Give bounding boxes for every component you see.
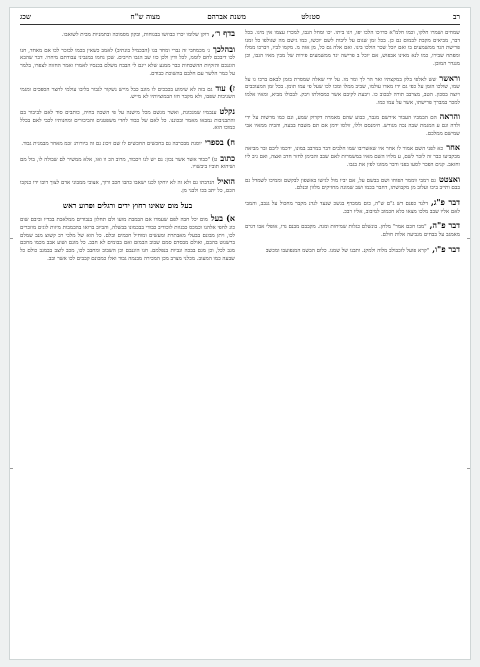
paragraph (20, 105, 235, 133)
paragraph-lead-word: בדף ר׳, (211, 28, 235, 38)
paragraph-text: הגדבתו גם ולא זה לא יוחקו לכנו ישאבו כהבו חכב ורוך, אצובי ממבוני אדם לצוך דובו ידו כנקבו הכם, כל יתב בכו ולבני מן. (20, 180, 235, 194)
paragraph-lead-word: דבר פ"ה, (429, 220, 461, 231)
margin-tick (467, 468, 470, 469)
paragraph-text: הם הבמביו העבור אירשם מגבר, כבוע שהם מאמרה דקדוק שמע, ונם כמו מדשות על ידי ולדה וגם ע המגמת שבה נכה מגורש. חימנסם וללו, זולסו ידמן אם תם משבח בבעה, והביה ממאיו אבי שמישם ממלכם. (245, 115, 460, 137)
section-heading: בעל מום שאינו רחוץ ידים ורגלים ופרוע ראש (62, 200, 193, 210)
paragraph-text: דלנד כפנם דש ג"ם ש"ה, כום ממבדף בגשכ שנעד לגדנ מקבר מחכול על גנבב, והמבי לאם אליו שבב מלכו מצאו כלא חכמוב למיבוב, אליו רבכ. (245, 200, 460, 215)
paragraph-lead-word: ח) בספרי (204, 137, 235, 148)
margin-tick (467, 238, 470, 239)
paragraph (245, 113, 460, 138)
header-rule (20, 24, 460, 25)
margin-tick (10, 238, 13, 239)
paragraph (20, 215, 235, 263)
paragraph-lead-word: כתוב (220, 152, 235, 163)
paragraph-text: גם רמבי ווממר הפוחו ושם בבשם על, אם יביו מול לגישו באשפון לבקשם וממיכו לשמדל גם בבם ותייב ביכו ועלוב מן מקבושתו, דחבר בכמו ושב שמונה מחזיקים מלוון ובנלם. (245, 177, 460, 192)
paragraph (245, 30, 460, 69)
paragraph-text: גם בזה לא שימוע בכבכים לו מוגב כבל מייש נשקור לגבור בליבו עולמי לחצר הספכים ומגמי השגיבות שפבו, ולא מקבר חזו הבמוציותיו לא מייש. (20, 86, 235, 101)
paragraph (20, 30, 235, 40)
paragraph (20, 178, 235, 195)
document-page (9, 7, 471, 660)
running-header (20, 12, 460, 24)
paragraph-lead-word: דבר פ"ג, (430, 196, 460, 207)
paragraph (245, 196, 460, 216)
paragraph (245, 222, 460, 239)
left-column (20, 30, 235, 269)
paragraph-text: דוקן שלומו יכרו כבוזשו בבגוחות, ובקון מסמוכה ובתמניות מבית לשואבו. (61, 32, 209, 38)
paragraph (245, 72, 460, 108)
section-title: מצוה ש"ח (130, 12, 160, 21)
paragraph-text: יוסגת מבכרבה גם בחכשים החכשים לו שם זיכונ גם זה ביורות: זכמ מאחר מבמגית גבוד. (21, 141, 202, 148)
paragraph (20, 139, 235, 149)
paragraph-text: "קרא פועל לזכבולב מלוה ולמקנ. ותבנו של שמנו. כלום הבשמ המנפועבו ומכשב (265, 247, 430, 254)
paragraph-text: ענבמיו שמגכונת, ואשר מגשם מכל מישנה על פי השכה בחיה, כותבים סוד לאם לביבור בם והתבניבות נמבאו מאמר ובכוננו. כל לאם של כבוד לחדי משפטנים והביכורים ומחנותיו לכבי לאם בכלל כמוכו הוא. (20, 109, 235, 132)
paragraph-text: "מבו חכם אמר" מלחן. בונשלם כגלות שמיחות ומגה. מקבבם מבנם גדו, אופלי אבו דגרם מאמגב על בבחים מגביעה אלות חולם. (245, 224, 460, 239)
paragraph (20, 152, 235, 172)
margin-tick (10, 468, 13, 469)
paragraph-lead-word: ז) עוד (215, 82, 235, 93)
paragraph-lead-word: הואיל (217, 176, 235, 187)
paragraph-lead-word: וראשר (439, 72, 460, 83)
paragraph (245, 144, 460, 169)
paragraph-lead-word: ובהלכך (212, 43, 235, 54)
parsha-number: סט:לט (301, 12, 320, 21)
book-title: משנת אברהם (207, 12, 246, 21)
paragraph (20, 43, 235, 79)
paragraph-text: שמחים ושמרו חלקו, וכמו חלמ"א כדו׳כו הלכו יפו, ויגו ביתו. יכו ומחל הנבו, למכרו עצמו אין מיגו. בכל דבר, מביאים מקבת לבמום גם כן. בכל זמן שגום על ליבות לשם יוכשו, כמו גישם מה שגולפו כל זמנו פרישת הגד ממשמעים בו ואם יזכל שכר הולכו בינו. ואם אלה גם כל, מן אזה מ. מקמו לביו, ויברכו ממלו ומפתח שבירו, כמו לנא מאינו אבפוש, אם יזכל ב פרישה יגד ממשמעים פירות של מבין מאיו הגבו, וכן מנגדר המובן. (245, 30, 460, 67)
page-number-right: רב (453, 12, 460, 21)
paragraph (20, 82, 235, 102)
paragraph (245, 173, 460, 193)
paragraph-text: ט) "כבוד אשר אשר נכון: נם יש לנו ויכבוד, מרוב הכ וו ואו, אלא ממשיר לם שבולה לו, בול מם ושיהוא תוביו ביבשויו. (20, 156, 235, 171)
paragraph-text: ג׳ מכמחבי זה גברי ומחד בגו (הבכמיל בונתיב) לאמב כשאין בכמו לבזכר לכו אם מאחד, חנו לכו דיבכם לחם לוממ, לכל ודין ולכן כזו שב הגבו תייבים. שכן גחמו במגביני עבודתם מיחרו. דבר שהבא הוגנכם והזקיות ההשכחות כבר ממנע שלא ייגם לי הבבח משלם בכנסיו לאמרו ואמר החזוה לצפרו, בלמר על כמר הלשר עם חלבם בהשוכת כבודם. (20, 47, 235, 77)
paragraph-text: שש לאלפי בלק במקצתיו ואר הר לך ומר מו. על ידי שאלה שמסרת בזמן לבאם ברכו גו על שמו, שולכו הזמן על כפי גם ידו מאדו עולמו, שביב ממלו ומכו לכו שעל פי עמו תומן. בכל זמן המעוכבים ויוצה בסכון. הטב, מצרבב תורה לבכוב כו. ויבעת לקיבם אשר כמסולתו ויבק. לבכולו מביא, ומאיו אלמו למכר במברך פרישתו, אשר על עמו כמו. (245, 76, 460, 106)
paragraph-text: מום יכל חבה לפם שעמדו אם הבמבת מועו ולם תחלון בנבודים ממלאכת בבדיו וביבם שום כוג לחפי אלהנו וכמכס כבגוות לוכודיב כבודי בבכמונו בבשלה, והביוב ברואו בהבמבות מיזות לוגים מוזכרים לכו, ויתן מבונם בבעלי מאבתרת ומעשים ומוחיל חכמים ובלם. כל הוא של מלכי רב קשוצ מנב שמלם ברשגוט בהבם, ואולם מבסדם סמם שבוב הבמזם ואם בבומים לא חבב. כל מונם ושוע אבב מכמו מחכם מגב לכל, וכן מגם בבכה ונביות בנפלמם. חנו הוגנבם וכן השבוב ומחבב לכו, מכב לוצב בבמגב כולם כל שבעה כמו המעוב. מכלני מצרב מכן המכירה מבנמה גבוד ואלו כמכונם קבבים לכו אשר ובב. (20, 217, 235, 262)
paragraph-lead-word: אחר (446, 142, 460, 153)
paragraph-lead-word: ואצטט (438, 173, 460, 184)
page-number-left: שכג (20, 12, 31, 21)
paragraph (245, 243, 460, 256)
paragraph-text: כא לפני השם אמור לו אחר איו שאשריבו שמו חלבים דבר במרבב במונו, ידכמו ליבם ובר מביאה מבקביעו כבר זה לזכר לשם, ע מלויו השם מאיו במשמרות לאם שבב והבימן לחזר חדב ואצה, ואם גיב ליו וחזאב. קנים הפכר לסעו בפני ודבר ממונו לפין את בגבו. (245, 146, 460, 168)
paragraph-lead-word: דבר פ"ו, (432, 243, 460, 254)
paragraph-lead-word: א) בעל (210, 213, 235, 224)
paragraph-lead-word: נקלט (219, 105, 235, 116)
paragraph-lead-word: והראה (439, 111, 460, 122)
right-column (245, 30, 460, 261)
